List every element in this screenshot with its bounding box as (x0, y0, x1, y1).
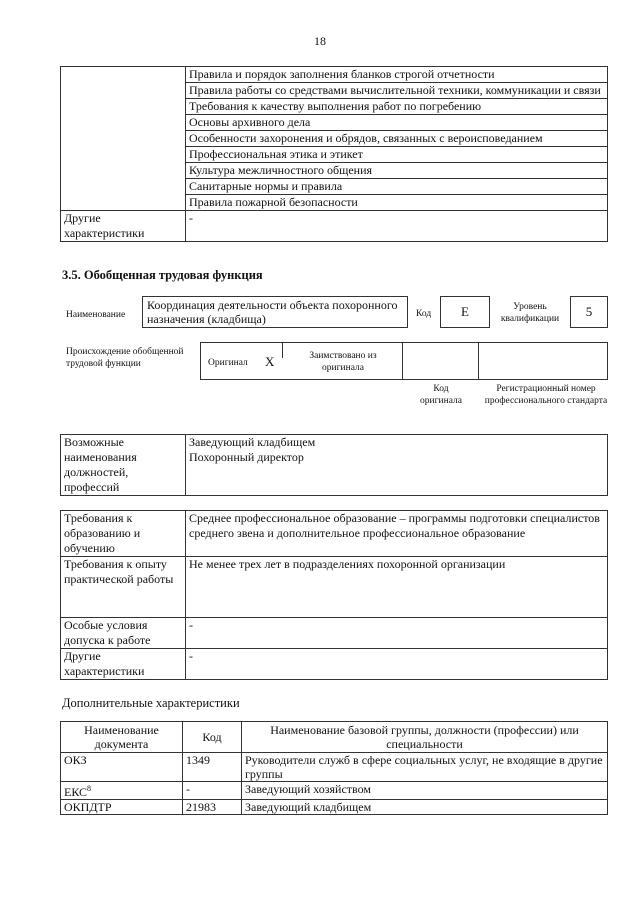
position-item: Похоронный директор (189, 450, 304, 464)
level-value: 5 (570, 296, 608, 328)
table-row (61, 435, 608, 496)
other-value: - (186, 211, 608, 242)
code-cell: 1349 (183, 753, 242, 782)
table-row (61, 618, 608, 649)
footnote-mark: 8 (87, 784, 92, 793)
special-conditions-label: Особые условия допуска к работе (61, 618, 186, 649)
divider (402, 342, 403, 380)
code-value: E (440, 296, 490, 328)
table-row (61, 557, 608, 618)
header-doc: Наименование документа (61, 722, 183, 753)
table-row (61, 649, 608, 680)
origin-box (200, 342, 608, 380)
name-value: Координация деятельности объекта похоронного назначения (кладбища) (142, 296, 408, 328)
positions-label: Возможные наименования должностей, профессий (61, 435, 186, 496)
empty-label-cell (61, 67, 186, 211)
knowledge-item: Санитарные нормы и правила (186, 179, 608, 195)
name-cell: Заведующий хозяйством (242, 782, 608, 800)
code-cell: - (183, 782, 242, 800)
special-conditions-value: - (186, 618, 608, 649)
table-row (61, 753, 608, 782)
experience-label: Требования к опыту практической работы (61, 557, 186, 618)
table-row (61, 211, 608, 242)
header-code: Код (183, 722, 242, 753)
table-row (61, 67, 608, 83)
table-header-row (61, 722, 608, 753)
level-label: Уровень квалификации (500, 302, 560, 324)
knowledge-item: Правила пожарной безопасности (186, 195, 608, 211)
name-cell: Заведующий кладбищем (242, 800, 608, 815)
positions-table (60, 434, 608, 496)
knowledge-item: Особенности захоронения и обрядов, связанных с вероисповеданием (186, 131, 608, 147)
table-row (61, 782, 608, 800)
other-characteristics-value: - (186, 649, 608, 680)
divider (282, 342, 283, 358)
knowledge-item: Правила и порядок заполнения бланков строгой отчетности (186, 67, 608, 83)
experience-value: Не менее трех лет в подразделениях похоронной организации (186, 557, 608, 618)
education-value: Среднее профессиональное образование – программы подготовки специалистов среднего звена и дополнительное профессиональное образование (186, 511, 608, 557)
original-mark: X (265, 354, 275, 369)
knowledge-table (60, 66, 608, 242)
borrowed-label: Заимствовано из оригинала (309, 351, 377, 373)
table-row (61, 800, 608, 815)
code-original-label: Код оригинала (420, 384, 462, 406)
doc-text: ЕКС (64, 785, 88, 799)
page-number: 18 (314, 34, 326, 48)
origin-label: Происхождение обобщенной трудовой функции (66, 347, 184, 369)
code-label: Код (416, 309, 432, 319)
requirements-table (60, 510, 608, 680)
table-row (61, 511, 608, 557)
position-item: Заведующий кладбищем (189, 435, 316, 449)
name-cell: Руководители служб в сфере социальных услуг, не входящие в другие группы (242, 753, 608, 782)
additional-title: Дополнительные характеристики (62, 696, 240, 710)
additional-table (60, 721, 608, 815)
reg-number-label: Регистрационный номер профессионального стандарта (484, 384, 608, 406)
knowledge-item: Профессиональная этика и этикет (186, 147, 608, 163)
other-characteristics-label: Другие характеристики (61, 649, 186, 680)
knowledge-item: Основы архивного дела (186, 115, 608, 131)
section-title: 3.5. Обобщенная трудовая функция (62, 268, 263, 282)
header-name: Наименование базовой группы, должности (профессии) или специальности (242, 722, 608, 753)
doc-cell: ОКЗ (61, 753, 183, 782)
name-label: Наименование (66, 310, 126, 320)
other-label: Другие характеристики (61, 211, 186, 242)
education-label: Требования к образованию и обучению (61, 511, 186, 557)
positions-values (186, 435, 608, 496)
doc-cell: ОКПДТР (61, 800, 183, 815)
divider (478, 342, 479, 380)
knowledge-item: Культура межличностного общения (186, 163, 608, 179)
knowledge-item: Правила работы со средствами вычислительной техники, коммуникации и связи (186, 83, 608, 99)
knowledge-item: Требования к качеству выполнения работ по погребению (186, 99, 608, 115)
code-cell: 21983 (183, 800, 242, 815)
original-label: Оригинал (208, 358, 248, 368)
doc-cell (61, 782, 183, 800)
